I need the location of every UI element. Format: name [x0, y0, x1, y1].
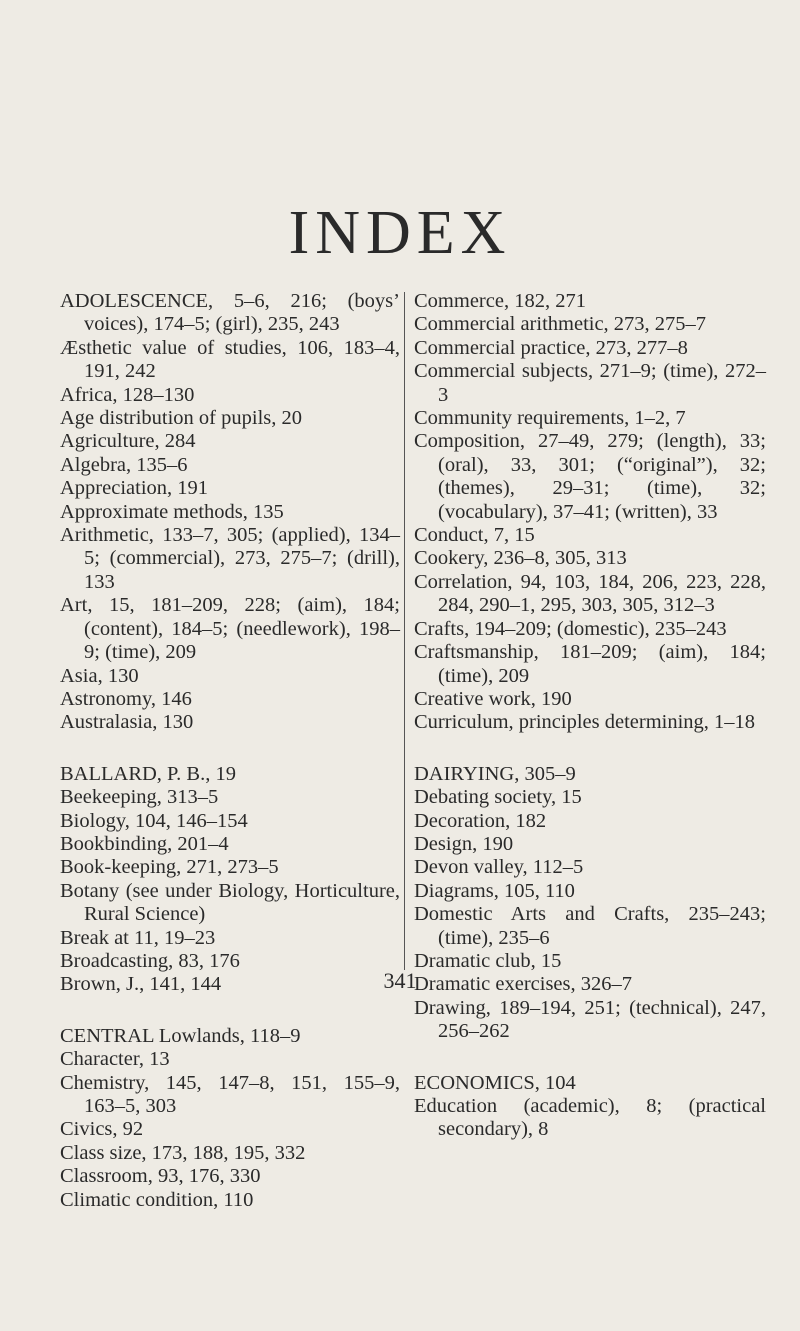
- index-entry-africa: Africa, 128–130: [60, 383, 195, 406]
- index-entry-civics: Civics, 92: [60, 1118, 144, 1141]
- index-entry-age: Age distribution of pupils, 20: [60, 407, 303, 430]
- index-entry-commerce: Commerce, 182, 271: [414, 290, 586, 312]
- index-entry-commercial_practice: Commercial practice, 273, 277–8: [414, 336, 688, 359]
- index-entry-conduct: Conduct, 7, 15: [414, 524, 535, 547]
- index-entry-commercial_subjects: Commercial subjects, 271–9; (time), 272–3: [414, 360, 766, 406]
- index-entry-economics: ECONOMICS, 104: [414, 1071, 576, 1094]
- index-entry-arithmetic: Arithmetic, 133–7, 305; (applied), 134–5; (commercial), 273, 275–7; (drill), 133: [60, 524, 400, 593]
- index-entry-classroom: Classroom, 93, 176, 330: [60, 1165, 261, 1188]
- index-entry-art: Art, 15, 181–209, 228; (aim), 184; (content), 184–5; (needlework), 198–9; (time), 209: [60, 594, 400, 664]
- index-entry-aesthetic: Æsthetic value of studies, 106, 183–4, 191, 242: [60, 336, 400, 383]
- index-entry-agriculture: Agriculture, 284: [60, 430, 196, 453]
- index-entry-devon: Devon valley, 112–5: [414, 856, 584, 879]
- index-entry-brown: Brown, J., 141, 144: [60, 973, 222, 996]
- index-entry-central: CENTRAL Lowlands, 118–9: [60, 1024, 301, 1047]
- index-entry-debating: Debating society, 15: [414, 786, 582, 809]
- index-entry-community: Community requirements, 1–2, 7: [414, 407, 686, 430]
- index-entry-approximate: Approximate methods, 135: [60, 500, 284, 523]
- index-entry-craftsmanship: Craftsmanship, 181–209; (aim), 184; (time), 209: [414, 641, 766, 687]
- index-entry-dramatic_club: Dramatic club, 15: [414, 949, 562, 972]
- index-entry-algebra: Algebra, 135–6: [60, 453, 188, 476]
- index-entry-astronomy: Astronomy, 146: [60, 687, 192, 710]
- index-entry-domestic: Domestic Arts and Crafts, 235–243; (time), 235–6: [414, 903, 766, 949]
- index-entry-asia: Asia, 130: [60, 664, 139, 687]
- index-entry-ballard: BALLARD, P. B., 19: [60, 762, 236, 785]
- index-column-right: [414, 290, 766, 1142]
- index-entry-appreciation: Appreciation, 191: [60, 477, 209, 500]
- letter-section-gap: [60, 997, 400, 1025]
- index-column-left: [60, 290, 400, 1212]
- letter-section-gap: [414, 735, 766, 763]
- index-entry-cookery: Cookery, 236–8, 305, 313: [414, 547, 627, 570]
- column-divider: [404, 292, 405, 970]
- index-entry-commercial_arith: Commercial arithmetic, 273, 275–7: [414, 313, 707, 336]
- index-entry-curriculum: Curriculum, principles determining, 1–18: [414, 711, 756, 734]
- index-entry-correlation: Correlation, 94, 103, 184, 206, 223, 228, 284, 290–1, 295, 303, 305, 312–3: [414, 570, 766, 617]
- index-entry-chemistry: Chemistry, 145, 147–8, 151, 155–9, 163–5, 303: [60, 1071, 400, 1117]
- index-entry-broadcasting: Broadcasting, 83, 176: [60, 949, 240, 972]
- index-entry-beekeeping: Beekeeping, 313–5: [60, 786, 219, 809]
- index-entry-crafts: Crafts, 194–209; (domestic), 235–243: [414, 617, 727, 640]
- index-entry-diagrams: Diagrams, 105, 110: [414, 879, 575, 902]
- index-entry-climatic: Climatic condition, 110: [60, 1188, 254, 1211]
- index-entry-australasia: Australasia, 130: [60, 711, 194, 734]
- letter-section-gap: [60, 735, 400, 763]
- index-entry-education: Education (academic), 8; (practical secondary), 8: [414, 1095, 766, 1141]
- index-entry-design: Design, 190: [414, 832, 514, 855]
- index-entry-adolescence: ADOLESCENCE, 5–6, 216; (boys’ voices), 174–5; (girl), 235, 243: [60, 290, 400, 336]
- index-entry-dairying: DAIRYING, 305–9: [414, 762, 576, 785]
- index-entry-decoration: Decoration, 182: [414, 809, 547, 832]
- index-entry-break: Break at 11, 19–23: [60, 926, 216, 949]
- page-number: 341: [383, 968, 417, 993]
- index-entry-classsize: Class size, 173, 188, 195, 332: [60, 1141, 306, 1164]
- index-entry-creative: Creative work, 190: [414, 687, 572, 710]
- index-entry-botany: Botany (see under Biology, Horticulture, Rural Science): [60, 879, 400, 926]
- index-entry-bookkeeping: Book-keeping, 271, 273–5: [60, 856, 279, 879]
- index-entry-drawing: Drawing, 189–194, 251; (technical), 247, 256–262: [414, 996, 766, 1043]
- index-entry-dramatic_ex: Dramatic exercises, 326–7: [414, 973, 633, 996]
- letter-section-gap: [414, 1044, 766, 1072]
- index-entry-character: Character, 13: [60, 1048, 170, 1071]
- index-entry-biology: Biology, 104, 146–154: [60, 809, 248, 832]
- index-entry-composition: Composition, 27–49, 279; (length), 33; (oral), 33, 301; (“original”), 32; (themes), 29–31; (time), 32; (vocabulary), 37–41; (written), 33: [414, 430, 766, 523]
- page-title: INDEX: [288, 199, 512, 267]
- index-entry-bookbinding: Bookbinding, 201–4: [60, 832, 229, 855]
